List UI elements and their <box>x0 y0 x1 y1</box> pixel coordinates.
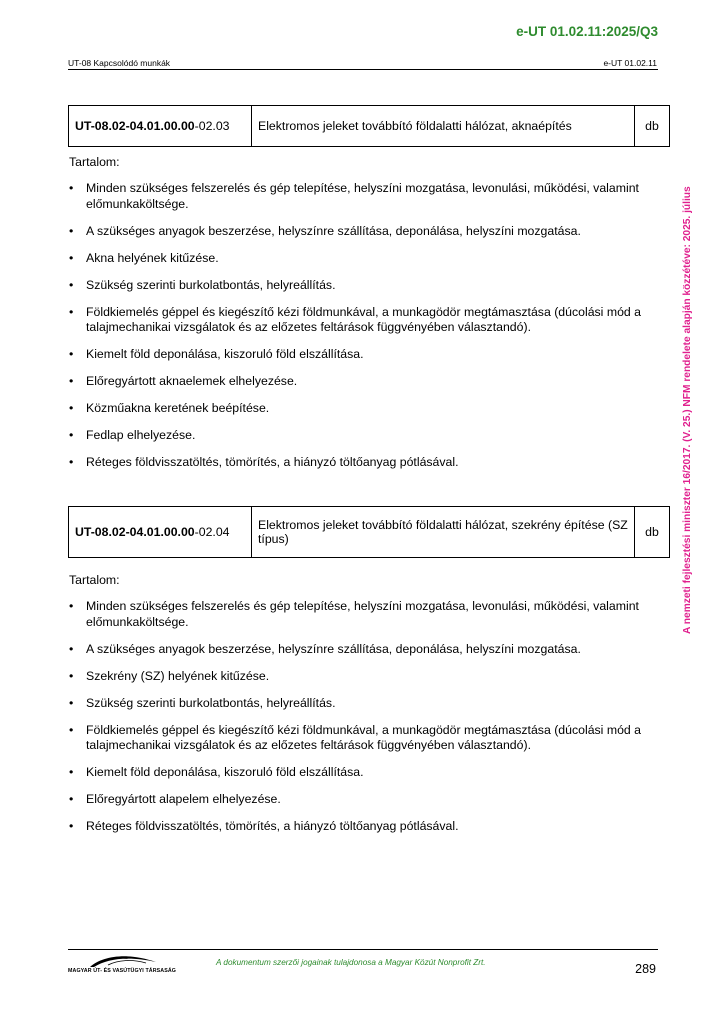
list-item: • A szükséges anyagok beszerzése, helyszínre szállítása, deponálása, helyszíni mozgatása. <box>69 224 659 240</box>
list-item: • Minden szükséges felszerelés és gép telepítése, helyszíni mozgatása, levonulási, működési, valamint előmunkaköltsége. <box>69 181 659 212</box>
item-code-suffix: -02.03 <box>194 119 230 133</box>
list-item: • Kiemelt föld deponálása, kiszoruló föld elszállítása. <box>69 765 659 781</box>
item-row <box>69 507 670 558</box>
item-unit: db <box>635 106 670 147</box>
list-item: • Földkiemelés géppel és kiegészítő kézi földmunkával, a munkagödör megtámasztása (dúcolási mód a talajmechanikai vizsgálatok és az előzetes feltárások függvényében választandó). <box>69 305 659 336</box>
item-table-2 <box>68 506 670 558</box>
footer-rule <box>68 949 658 950</box>
item-unit: db <box>635 507 670 558</box>
list-item: • Szükség szerinti burkolatbontás, helyreállítás. <box>69 278 659 294</box>
side-publication-note: A nemzeti fejlesztési miniszter 16/2017. (V. 25.) NFM rendelete alapján közzétéve: 2025. július <box>682 186 693 634</box>
item-row <box>69 106 670 147</box>
list-item: • Réteges földvisszatöltés, tömörítés, a hiányzó töltőanyag pótlásával. <box>69 455 659 471</box>
item-title: Elektromos jeleket továbbító földalatti hálózat, aknaépítés <box>252 106 635 147</box>
list-item: • Akna helyének kitűzése. <box>69 251 659 267</box>
logo-swoosh-icon <box>68 952 178 968</box>
list-item: • Földkiemelés géppel és kiegészítő kézi földmunkával, a munkagödör megtámasztása (dúcolási mód a talajmechanikai vizsgálatok és az előzetes feltárások függvényében választandó). <box>69 723 659 754</box>
page-number: 289 <box>635 962 656 976</box>
item-code-cell <box>69 507 252 558</box>
header-doc-ref: e-UT 01.02.11 <box>603 58 657 68</box>
list-item: • Előregyártott aknaelemek elhelyezése. <box>69 374 659 390</box>
content-label: Tartalom: <box>69 155 120 169</box>
copyright-notice: A dokumentum szerzői jogainak tulajdonosa a Magyar Közút Nonprofit Zrt. <box>216 958 486 967</box>
list-item: • Közműakna keretének beépítése. <box>69 401 659 417</box>
list-item: • Szükség szerinti burkolatbontás, helyreállítás. <box>69 696 659 712</box>
list-item: • Minden szükséges felszerelés és gép telepítése, helyszíni mozgatása, levonulási, működési, valamint előmunkaköltsége. <box>69 599 659 630</box>
doc-code: e-UT 01.02.11:2025/Q3 <box>516 24 658 39</box>
item-code-main: UT-08.02-04.01.00.00 <box>75 119 195 133</box>
content-label: Tartalom: <box>69 573 120 587</box>
content-list-2 <box>69 599 659 846</box>
header-rule <box>68 69 658 70</box>
item-title: Elektromos jeleket továbbító földalatti hálózat, szekrény építése (SZ típus) <box>252 507 635 558</box>
society-logo <box>68 952 178 974</box>
list-item: • Szekrény (SZ) helyének kitűzése. <box>69 669 659 685</box>
item-code-suffix: -02.04 <box>194 525 230 539</box>
logo-text: MAGYAR ÚT- ÉS VASÚTÜGYI TÁRSASÁG <box>68 968 176 974</box>
content-list-1 <box>69 181 659 482</box>
item-table-1 <box>68 105 670 147</box>
list-item: • Előregyártott alapelem elhelyezése. <box>69 792 659 808</box>
item-code-cell <box>69 106 252 147</box>
list-item: • A szükséges anyagok beszerzése, helyszínre szállítása, deponálása, helyszíni mozgatása. <box>69 642 659 658</box>
item-code-main: UT-08.02-04.01.00.00 <box>75 525 195 539</box>
list-item: • Réteges földvisszatöltés, tömörítés, a hiányzó töltőanyag pótlásával. <box>69 819 659 835</box>
list-item: • Fedlap elhelyezése. <box>69 428 659 444</box>
list-item: • Kiemelt föld deponálása, kiszoruló föld elszállítása. <box>69 347 659 363</box>
header-section: UT-08 Kapcsolódó munkák <box>68 58 171 68</box>
